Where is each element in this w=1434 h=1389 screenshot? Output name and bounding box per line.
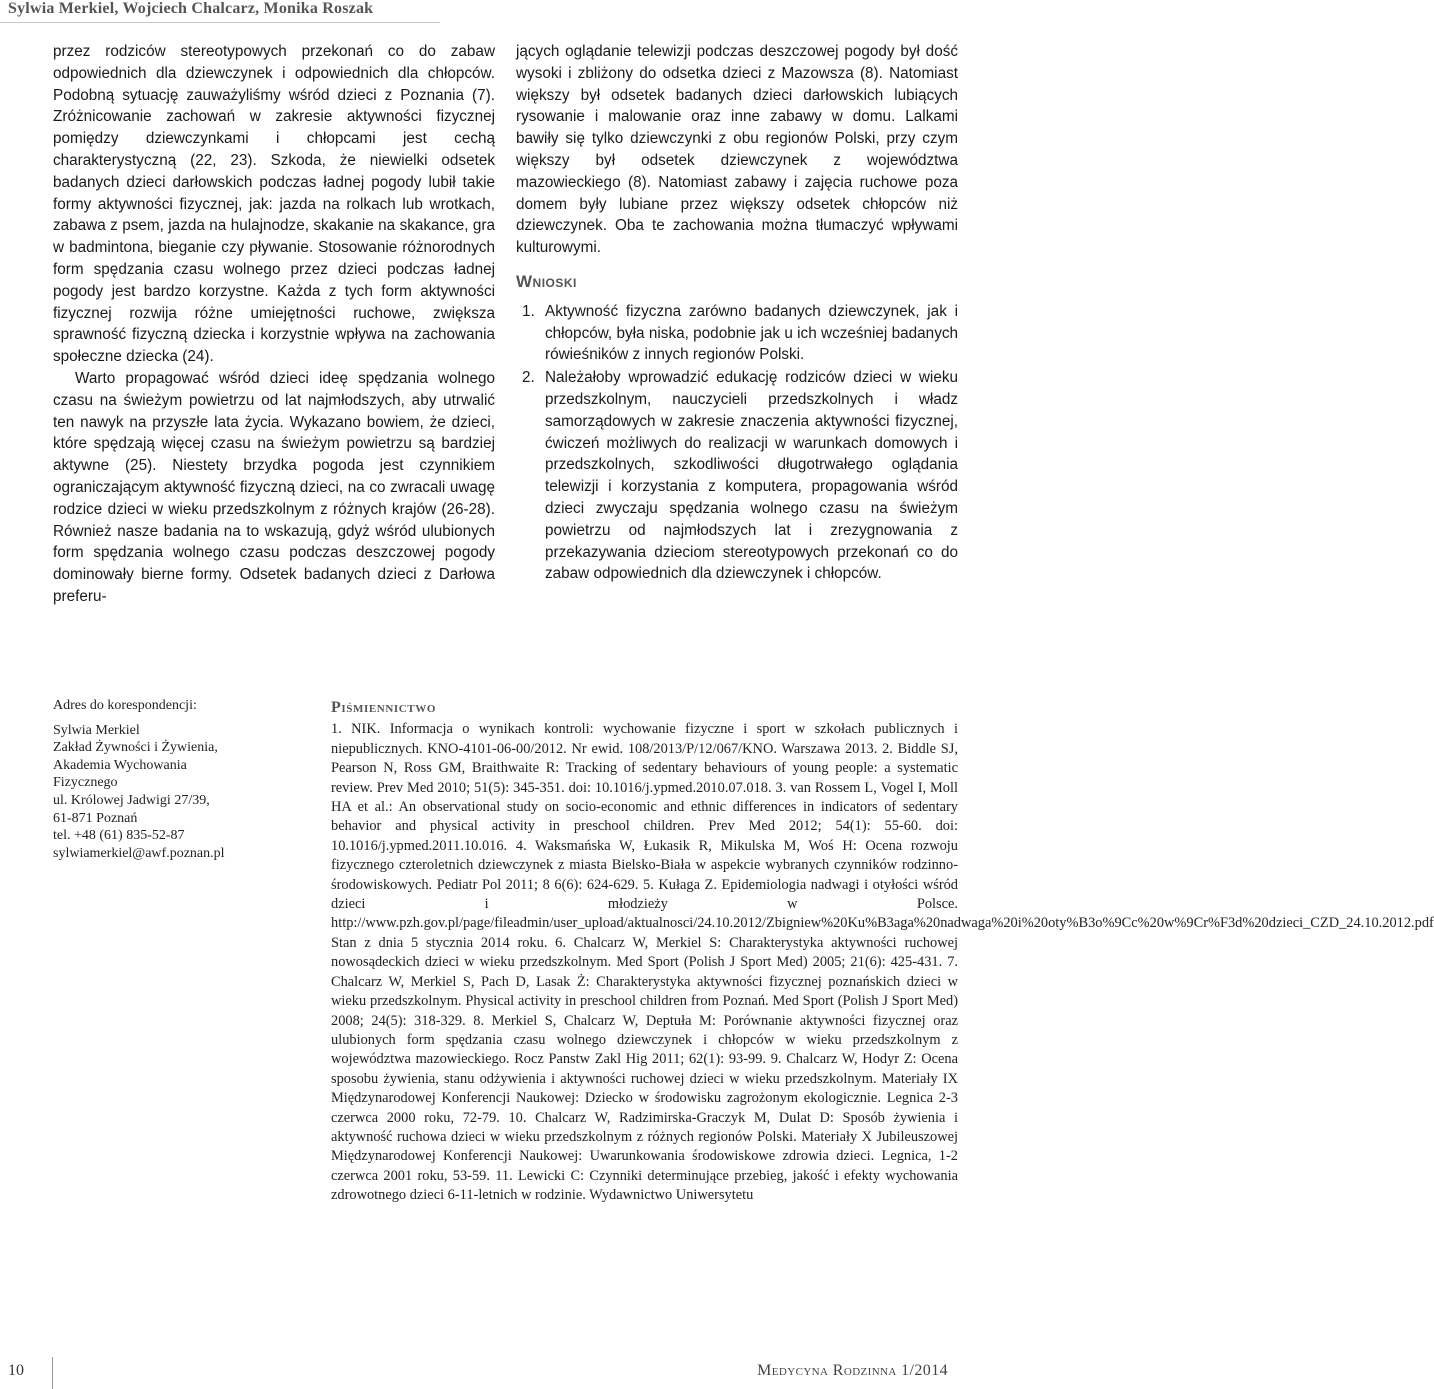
journal-name: Medycyna Rodzinna 1/2014	[757, 1362, 948, 1379]
body-paragraph: przez rodziców stereotypowych przekonań co do zabaw odpowiednich dla dziewczynek i odpowiednich dla chłopców. Podobną sytuację zauważyliśmy wśród dzieci z Poznania (7). Zróżnicowanie zachowań w zakresie aktywności fizycznej pomiędzy dziewczynkami i chłopcami jest cechą charakterystyczną (22, 23). Szkoda, że niewielki odsetek badanych dzieci darłowskich podczas ładnej pogody lubił takie formy aktywności fizycznej, jak: jazda na rolkach lub wrotkach, zabawa z psem, jazda na hulajnodze, skakanie na skakance, gra w badmintona, bieganie czy pływanie. Stosowanie różnorodnych form spędzania czasu wolnego przez dzieci podczas ładnej pogody jest bardzo korzystne. Każda z tych form aktywności fizycznej rozwija różne umiejętności ruchowe, zwiększa sprawność fizyczną dziecka i korzystnie wpływa na zachowania społeczne dziecka (24).	[53, 43, 495, 366]
conclusion-text: Aktywność fizyczna zarówno badanych dziewczynek, jak i chłopców, była niska, podobnie jak u ich wcześniej badanych rówieśników z innych regionów Polski.	[545, 302, 958, 364]
address-line: Sylwia Merkiel	[53, 722, 140, 738]
references-heading: Piśmiennictwo	[331, 699, 436, 716]
footer-divider	[52, 1357, 53, 1389]
address-line: 61-871 Poznań	[53, 810, 138, 826]
conclusion-number: 1.	[522, 302, 535, 320]
page-number: 10	[8, 1362, 24, 1379]
running-head-authors: Sylwia Merkiel, Wojciech Chalcarz, Monika Roszak	[8, 0, 374, 17]
conclusion-number: 2.	[522, 369, 535, 387]
header-rule	[0, 22, 440, 23]
conclusions-heading: Wnioski	[516, 271, 577, 291]
body-paragraph: Warto propagować wśród dzieci ideę spędzania wolnego czasu na świeżym powietrzu od lat najmłodszych, aby utrwalić ten nawyk na przyszłe lata życia. Wykazano bowiem, że dzieci, które spędzają więcej czasu na świeżym powietrzu są bardziej aktywne (25). Niestety brzydka pogoda jest czynnikiem ograniczającym aktywność fizyczną dzieci, na co zwracali uwagę rodzice dzieci w wieku przedszkolnym z różnych krajów (26-28). Również nasze badania na to wskazują, gdyż wśród ulubionych form spędzania wolnego czasu podczas deszczowej pogody dominowały bierne formy. Odsetek badanych dzieci z Darłowa preferu-	[53, 369, 495, 605]
address-line: Zakład Żywności i Żywienia,	[53, 740, 218, 756]
conclusion-item	[516, 367, 958, 585]
conclusion-item	[516, 301, 958, 366]
body-paragraph: jących oglądanie telewizji podczas deszczowej pogody był dość wysoki i zbliżony do odsetka dzieci z Mazowsza (8). Natomiast większy był odsetek badanych dzieci darłowskich lubiących rysowanie i malowanie oraz inne zabawy w domu. Lalkami bawiły się tylko dziewczynki z obu regionów Polski, przy czym większy był odsetek dziewczynek z województwa mazowieckiego (8). Natomiast zabawy i zajęcia ruchowe poza domem były lubiane przez większy odsetek chłopców niż dziewczynek. Oba te zachowania można tłumaczyć wpływami kulturowymi.	[516, 43, 958, 257]
correspondence-title: Adres do korespondencji:	[53, 698, 197, 713]
address-line: ul. Królowej Jadwigi 27/39,	[53, 792, 210, 808]
address-line: Fizycznego	[53, 775, 118, 791]
right-column	[516, 41, 958, 586]
conclusions-list	[516, 301, 958, 585]
address-line: tel. +48 (61) 835-52-87	[53, 828, 185, 844]
address-line: Akademia Wychowania	[53, 757, 187, 773]
references-section	[331, 698, 1434, 1206]
email-link[interactable]: sylwiamerkiel@awf.poznan.pl	[53, 845, 225, 861]
correspondence-address	[53, 697, 303, 862]
references-text: 1. NIK. Informacja o wynikach kontroli: wychowanie fizyczne i sport w szkołach publicznych i niepublicznych. KNO-4101-06-00/2012. Nr ewid. 108/2013/P/12/067/KNO. Warszawa 2013. 2. Biddle SJ, Pearson N, Ross GM, Braithwaite R: Tracking of sedentary behaviours of young people: a systematic review. Prev Med 2010; 51(5): 345-351. doi: 10.1016/j.ypmed.2010.07.018. 3. van Rossem L, Vogel I, Moll HA et al.: An observational study on socio-economic and ethnic differences in indicators of sedentary behavior and physical activity in preschool children. Prev Med 2012; 54(1): 55-60. doi: 10.1016/j.ypmed.2011.10.016. 4. Waksmańska W, Łukasik R, Mikulska M, Woś H: Ocena rozwoju fizycznego czteroletnich dziewczynek z miasta Bielsko-Biała w aspekcie wybranych czynników rodzinno-środowiskowych. Pediatr Pol 2011; 8 6(6): 624-629. 5. Kułaga Z. Epidemiologia nadwagi i otyłości wśród dzieci i młodzieży w Polsce. http://www.pzh.gov.pl/page/fileadmin/user_upload/aktualnosci/24.10.2012/Zbigniew%20Ku%B3aga%20nadwaga%20i%20oty%B3o%9Cc%20w%9Cr%F3d%20dzieci_CZD_24.10.2012.pdf Stan z dnia 5 stycznia 2014 roku. 6. Chalcarz W, Merkiel S: Charakterystyka aktywności ruchowej nowosądeckich dzieci w wieku przedszkolnym. Med Sport (Polish J Sport Med) 2005; 21(6): 425-431. 7. Chalcarz W, Merkiel S, Pach D, Lasak Ż: Charakterystyka aktywności fizycznej poznańskich dzieci w wieku przedszkolnym. Physical activity in preschool children from Poznań. Med Sport (Polish J Sport Med) 2008; 24(5): 318-329. 8. Merkiel S, Chalcarz W, Deptuła M: Porównanie aktywności fizycznej oraz ulubionych form spędzania czasu wolnego dziewczynek i chłopców w wieku przedszkolnym z województwa mazowieckiego. Rocz Panstw Zakl Hig 2011; 62(1): 93-99. 9. Chalcarz W, Hodyr Z: Ocena sposobu żywienia, stanu odżywienia i aktywności ruchowej dzieci w wieku przedszkolnym. Materiały IX Międzynarodowej Konferencji Naukowej: Dziecko w środowisku zagrożonym ekologicznie. Legnica 2-3 czerwca 2000 roku, 72-79. 10. Chalcarz W, Radzimirska-Graczyk M, Dulat D: Sposób żywienia i aktywność ruchowa dzieci w wieku przedszkolnym z różnych regionów Polski. Materiały X Jubileuszowej Międzynarodowej Konferencji Naukowej: Uwarunkowania środowiskowe zdrowia dzieci. Legnica, 1-2 czerwca 2001 roku, 53-59. 11. Lewicki C: Czynniki determinujące przebieg, jakość i efekty wychowania zdrowotnego dzieci 6-11-letnich w rodzinie. Wydawnictwo Uniwersytetu	[331, 721, 1434, 1204]
left-column	[53, 41, 495, 608]
conclusion-text: Należałoby wprowadzić edukację rodziców dzieci w wieku przedszkolnym, nauczycieli przedszkolnych i władz samorządowych w zakresie znaczenia aktywności fizycznej, ćwiczeń możliwych do realizacji w warunkach domowych i przedszkolnych, szkodliwości długotrwałego oglądania telewizji i korzystania z komputera, propagowania wśród dzieci zwyczaju spędzania wolnego czasu na świeżym powietrzu od najmłodszych lat i zrezygnowania z przekazywania dzieciom stereotypowych przekonań co do zabaw odpowiednich dla dziewczynek i chłopców.	[545, 369, 958, 583]
